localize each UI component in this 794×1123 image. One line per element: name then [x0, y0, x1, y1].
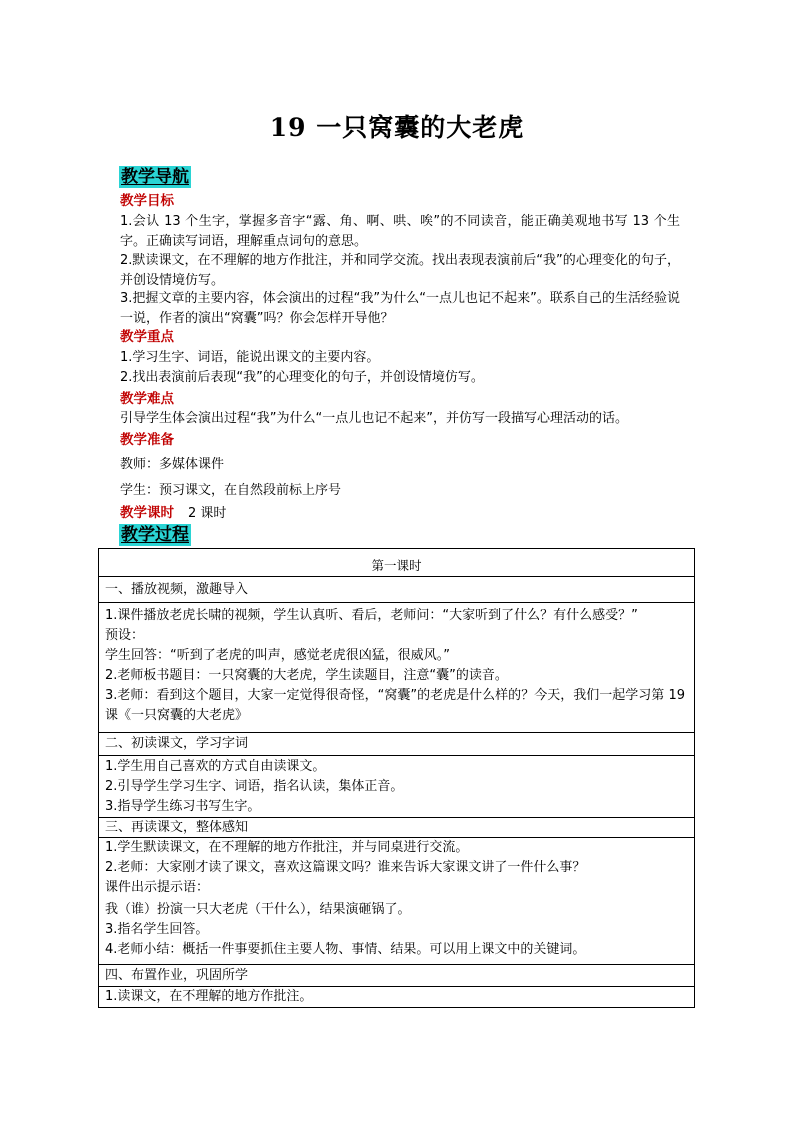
section-1-title: 一、播放视频，激趣导入 [105, 582, 249, 597]
section-2-body [99, 755, 694, 818]
preparation-label: 教学准备 [120, 432, 174, 448]
section-4-title: 四、布置作业，巩固所学 [105, 968, 249, 983]
section-2-row [99, 732, 694, 756]
key-points-label: 教学重点 [120, 329, 174, 345]
section-1-body [99, 602, 694, 733]
lesson-table [98, 548, 695, 1008]
hours-row [120, 504, 226, 523]
section-3-p5: 3.指名学生回答。 [105, 922, 209, 937]
section-2-p1: 1.学生用自己喜欢的方式自由读课文。 [105, 759, 326, 774]
objective-item-1: 1.会认 13 个生字，掌握多音字“露、角、啊、哄、唉”的不同读音，能正确美观地书写 13 个生字。正确读写词语，理解重点词句的意思。 [120, 214, 680, 249]
section-1-p3: 学生回答：“听到了老虎的叫声，感觉老虎很凶猛，很威风。” [105, 648, 450, 663]
section-3-p3: 课件出示提示语： [105, 880, 210, 895]
lesson-header: 第一课时 [371, 558, 422, 573]
objective-item-3: 3.把握文章的主要内容，体会演出的过程“我”为什么“一点儿也记不起来”。联系自己的生活经验说一说，作者的演出“窝囊”吗？你会怎样开导他？ [120, 291, 680, 326]
difficulty-text: 引导学生体会演出过程“我”为什么“一点儿也记不起来”，并仿写一段描写心理活动的话。 [120, 411, 628, 426]
section-4-row [99, 964, 694, 987]
preparation-student: 学生：预习课文，在自然段前标上序号 [120, 483, 342, 498]
section-3-body [99, 837, 694, 965]
section-4-p1: 1.读课文，在不理解的地方作批注。 [105, 989, 313, 1004]
section-2-title: 二、初读课文，学习字词 [105, 736, 249, 751]
objective-item-2: 2.默读课文，在不理解的地方作批注，并和同学交流。找出表现表演前后“我”的心理变化的句子，并创设情境仿写。 [120, 253, 680, 288]
hours-label: 教学课时 [120, 505, 174, 521]
section-3-title: 三、再读课文，整体感知 [105, 820, 249, 835]
key-point-item-2: 2.找出表演前后表现“我”的心理变化的句子，并创设情境仿写。 [120, 370, 484, 385]
section-3-p6: 4.老师小结：概括一件事要抓住主要人物、事情、结果。可以用上课文中的关键词。 [105, 942, 586, 957]
section-2-p2: 2.引导学生学习生字、词语，指名认读，集体正音。 [105, 779, 404, 794]
section-3-p2: 2.老师：大家刚才读了课文，喜欢这篇课文吗？谁来告诉大家课文讲了一件什么事？ [105, 860, 586, 875]
preparation-teacher: 教师：多媒体课件 [120, 457, 225, 472]
nav-heading: 教学导航 [121, 167, 189, 187]
objectives-label: 教学目标 [120, 193, 174, 209]
section-4-body [99, 986, 694, 1008]
page-title: 19 一只窝囊的大老虎 [269, 113, 525, 142]
section-3-row [99, 817, 694, 838]
section-1-p1: 1.课件播放老虎长啸的视频，学生认真听、看后，老师问：“大家听到了什么？有什么感受？” [105, 608, 638, 623]
section-3-p1: 1.学生默读课文，在不理解的地方作批注，并与同桌进行交流。 [105, 840, 469, 855]
section-2-p3: 3.指导学生练习书写生字。 [105, 799, 261, 814]
section-1-row [99, 576, 694, 603]
section-3-p4: 我（谁）扮演一只大老虎（干什么），结果演砸锅了。 [105, 902, 411, 917]
difficulty-label: 教学难点 [120, 391, 174, 407]
hours-value: 2 课时 [188, 506, 227, 521]
section-1-p5: 3.老师：看到这个题目，大家一定觉得很奇怪，“窝囊”的老虎是什么样的？今天，我们一起学习第 19 课《一只窝囊的大老虎》 [105, 688, 685, 723]
section-1-p2: 预设： [105, 628, 145, 643]
section-1-p4: 2.老师板书题目：一只窝囊的大老虎，学生读题目，注意“囊”的读音。 [105, 668, 508, 683]
key-point-item-1: 1.学习生字、词语，能说出课文的主要内容。 [120, 350, 380, 365]
process-heading: 教学过程 [121, 525, 189, 545]
